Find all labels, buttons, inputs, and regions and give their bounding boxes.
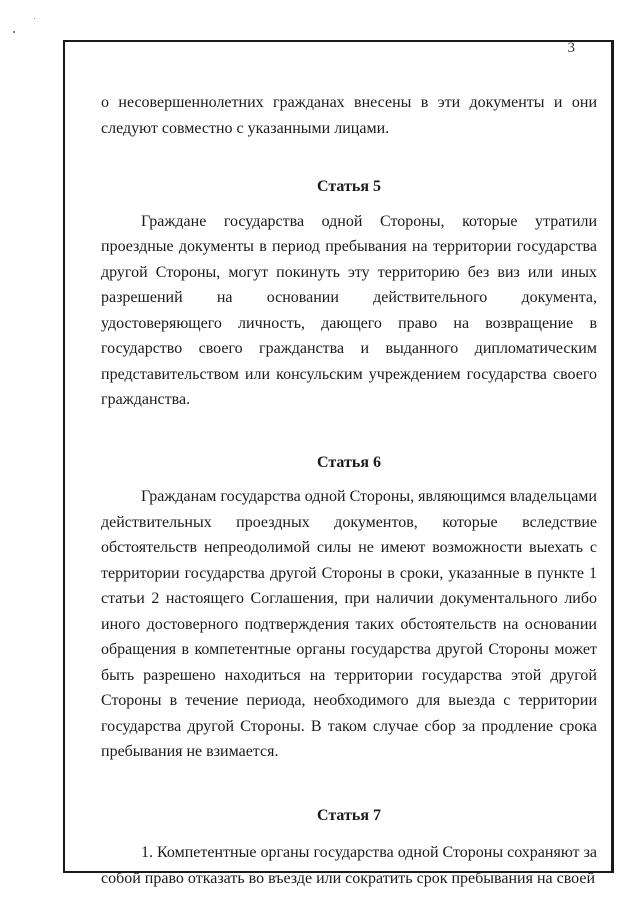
page-number: 3 bbox=[567, 40, 575, 56]
scan-speck bbox=[34, 18, 35, 19]
article-5-text: Граждане государства одной Стороны, которые утратили проездные документы в период пребывания на территории государства другой Стороны, могут покинуть эту территорию без виз или иных разрешений на основании действительного документа, удостоверяющего личность, дающего право на возвращение в государство своего гражданства и выданного дипломатическим представительством или консульским учреждением государства своего гражданства. bbox=[101, 212, 597, 408]
page-frame bbox=[63, 40, 614, 887]
intro-paragraph: о несовершеннолетних гражданах внесены в эти документы и они следуют совместно с указанными лицами. bbox=[101, 94, 597, 137]
article-5-heading: Статья 5 bbox=[317, 178, 381, 195]
document-body bbox=[101, 90, 597, 891]
article-7-text: 1. Компетентные органы государства одной Стороны сохраняют за собой право отказать во въезде или сократить срок пребывания на своей bbox=[101, 844, 597, 887]
article-6-heading: Статья 6 bbox=[317, 453, 381, 471]
article-7-heading: Статья 7 bbox=[317, 806, 381, 824]
scan-speck bbox=[13, 31, 15, 33]
article-6-text: Гражданам государства одной Стороны, являющимся владельцами действительных проездных документов, которые вследствие обстоятельств непреодолимой силы не имеют возможности выехать с территории государства другой Стороны в сроки, указанные в пункте 1 статьи 2 настоящего Соглашения, при наличии документального либо иного достоверного подтверждения таких обстоятельств на основании обращения в компетентные органы государства другой Стороны может быть разрешено находиться на территории государства этой другой Стороны в течение периода, необходимого для выезда с территории государства другой Стороны. В таком случае сбор за продление срока пребывания не взимается. bbox=[101, 488, 597, 760]
